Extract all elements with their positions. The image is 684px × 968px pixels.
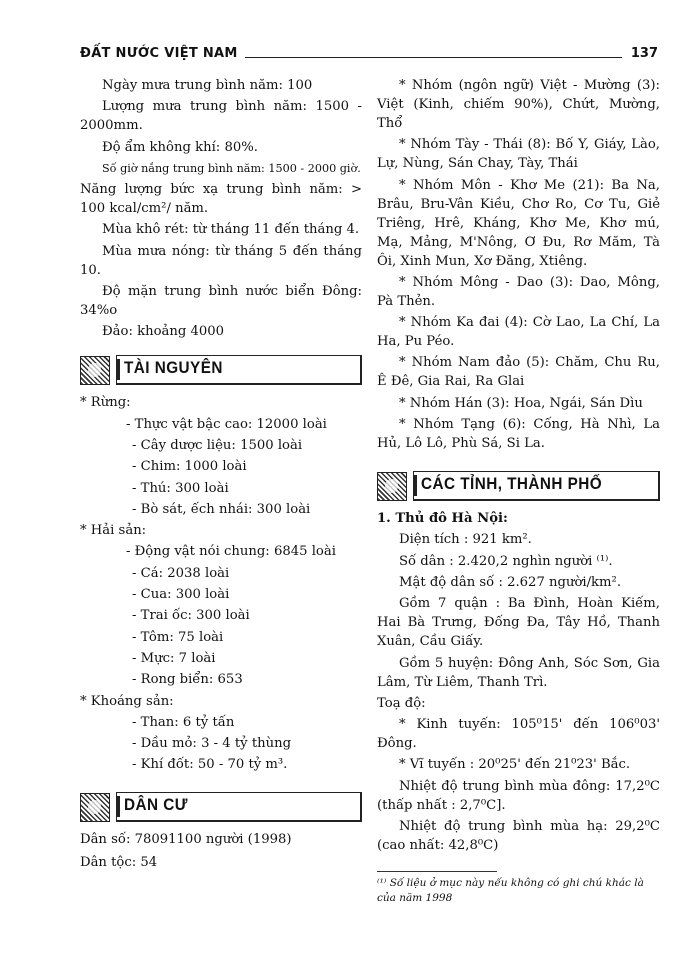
- heading-bar: [414, 475, 417, 496]
- section-title: CÁC TỈNH, THÀNH PHỐ: [421, 474, 603, 494]
- list-item: - Dầu mỏ: 3 - 4 tỷ thùng: [132, 736, 292, 752]
- winter-temperature: Nhiệt độ trung bình mùa đông: 17,2⁰C (thấp nhất : 2,7⁰C].: [377, 778, 660, 813]
- ethnic-group: * Nhóm Nam đảo (5): Chăm, Chu Ru, Ê Đê, Gia Rai, Ra Glai: [377, 355, 660, 390]
- latitude: * Vĩ tuyến : 20⁰25' đến 21⁰23' Bắc.: [399, 757, 631, 773]
- ethnic-group: * Nhóm (ngôn ngữ) Việt - Mường (3): Việt (Kinh, chiếm 90%), Chứt, Mường, Thổ: [377, 78, 660, 131]
- section-ornament-icon: [377, 472, 407, 501]
- heading-box: [116, 792, 362, 822]
- coordinates-label: Toạ độ:: [377, 695, 426, 711]
- list-item: - Động vật nói chung: 6845 loài: [126, 544, 336, 560]
- heading-bar: [117, 359, 120, 380]
- section-heading-resources: [80, 355, 362, 385]
- climate-humidity: Độ ẩm không khí: 80%.: [102, 139, 258, 155]
- capital-area: Diện tích : 921 km².: [399, 532, 532, 548]
- list-item: - Thực vật bậc cao: 12000 loài: [126, 416, 327, 432]
- section-ornament-icon: [80, 793, 110, 822]
- left-column: [80, 76, 362, 875]
- ethnic-group: * Nhóm Hán (3): Hoa, Ngái, Sán Dìu: [399, 395, 643, 411]
- section-ornament-icon: [80, 356, 110, 385]
- capital-title: 1. Thủ đô Hà Nội:: [377, 511, 508, 527]
- page-header: [80, 46, 658, 66]
- climate-salinity: Độ mặn trung bình nước biển Đông: 34%o: [80, 284, 362, 319]
- longitude: * Kinh tuyến: 105⁰15' đến 106⁰03' Đông.: [377, 717, 660, 752]
- footnote: ⁽¹⁾ Số liệu ở mục này nếu không có ghi chú khác là của năm 1998: [377, 877, 644, 905]
- section-heading-population: [80, 792, 362, 822]
- ethnic-count: Dân tộc: 54: [80, 855, 158, 871]
- heading-bar: [117, 796, 120, 817]
- section-heading-provinces: [377, 471, 660, 501]
- list-item: - Cá: 2038 loài: [132, 565, 230, 581]
- capital-rural-districts: Gồm 5 huyện: Đông Anh, Sóc Sơn, Gia Lâm, Từ Liêm, Thanh Trì.: [377, 655, 660, 690]
- climate-sunshine: Số giờ nắng trung bình năm: 1500 - 2000 giờ.: [102, 161, 361, 175]
- heading-box: [413, 471, 660, 501]
- list-item: - Rong biển: 653: [132, 672, 243, 688]
- list-item: - Mực: 7 loài: [132, 650, 216, 666]
- climate-islands: Đảo: khoảng 4000: [102, 324, 225, 340]
- summer-temperature: Nhiệt độ trung bình mùa hạ: 29,2⁰C (cao nhất: 42,8⁰C): [377, 819, 660, 854]
- page-number: 137: [630, 46, 658, 61]
- section-title: DÂN CƯ: [124, 795, 188, 815]
- list-item: - Khí đốt: 50 - 70 tỷ m³.: [132, 757, 288, 773]
- ethnic-group: * Nhóm Tày - Thái (8): Bố Y, Giáy, Lào, Lự, Nùng, Sán Chay, Tày, Thái: [377, 137, 660, 172]
- climate-wet-season: Mùa mưa nóng: từ tháng 5 đến tháng 10.: [80, 243, 362, 278]
- climate-rainfall: Lượng mưa trung bình năm: 1500 - 2000mm.: [80, 99, 362, 134]
- list-item: - Trai ốc: 300 loài: [132, 608, 250, 624]
- header-rule: [245, 57, 622, 58]
- seafood-label: * Hải sản:: [80, 523, 147, 539]
- list-item: - Bò sát, ếch nhái: 300 loài: [132, 501, 311, 517]
- list-item: - Thú: 300 loài: [132, 480, 229, 496]
- capital-density: Mật độ dân số : 2.627 người/km².: [399, 574, 622, 590]
- list-item: - Cây dược liệu: 1500 loài: [132, 437, 303, 453]
- running-title: ĐẤT NƯỚC VIỆT NAM: [80, 46, 238, 61]
- minerals-label: * Khoáng sản:: [80, 693, 174, 709]
- ethnic-group: * Nhóm Ka đai (4): Cờ Lao, La Chí, La Ha, Pu Péo.: [377, 315, 660, 350]
- list-item: - Cua: 300 loài: [132, 587, 230, 603]
- climate-rain-days: Ngày mưa trung bình năm: 100: [102, 78, 313, 93]
- right-column: [377, 76, 660, 908]
- heading-box: [116, 355, 362, 385]
- climate-dry-season: Mùa khô rét: từ tháng 11 đến tháng 4.: [102, 222, 360, 238]
- footnote-rule: [377, 871, 497, 872]
- list-item: - Tôm: 75 loài: [132, 629, 224, 645]
- forest-label: * Rừng:: [80, 395, 131, 411]
- capital-population: Số dân : 2.420,2 nghìn người ⁽¹⁾.: [399, 553, 613, 569]
- capital-districts: Gồm 7 quận : Ba Đình, Hoàn Kiếm, Hai Bà Trưng, Đống Đa, Tây Hồ, Thanh Xuân, Cầu Giấy.: [377, 596, 660, 650]
- ethnic-group: * Nhóm Mông - Dao (3): Dao, Mông, Pà Thẻn.: [377, 274, 660, 309]
- ethnic-group: * Nhóm Môn - Khơ Me (21): Ba Na, Brâu, Bru-Vân Kiều, Chơ Ro, Cơ Tu, Giẻ Triêng, Hrê, Kháng, Khơ Me, Khơ mú, Mạ, Mảng, M'Nông, Ơ Đu, Rơ Măm, Tà Ôi, Xinh Mun, Xơ Đăng, Xtiêng.: [377, 177, 660, 269]
- section-title: TÀI NGUYÊN: [124, 358, 223, 378]
- list-item: - Chim: 1000 loài: [132, 459, 247, 475]
- population-count: Dân số: 78091100 người (1998): [80, 832, 292, 848]
- climate-radiation: Năng lượng bức xạ trung bình năm: > 100 kcal/cm²/ năm.: [80, 182, 362, 217]
- list-item: - Than: 6 tỷ tấn: [132, 714, 235, 730]
- ethnic-group: * Nhóm Tạng (6): Cống, Hà Nhì, La Hủ, Lô Lô, Phù Sá, Si La.: [377, 417, 660, 452]
